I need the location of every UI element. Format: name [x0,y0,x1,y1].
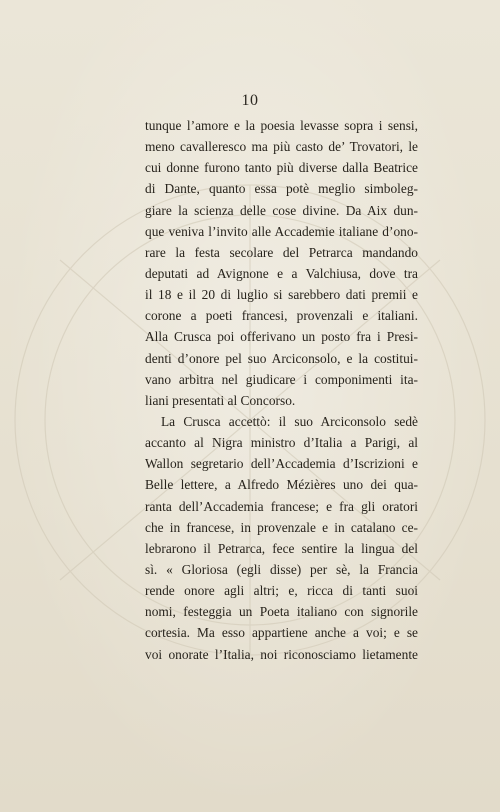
paragraph-first-line: La Crusca accettò: il suo Arciconsolo sedè [161,413,418,429]
text-line: il 18 e il 20 di luglio si sarebbero dati premii e [145,287,418,303]
text-line: corone a poeti francesi, provenzali e italiani. [145,308,418,324]
text-line: di Dante, quanto essa potè meglio simboleg- [145,181,418,197]
text-line: lebrarono il Petrarca, fece sentire la lingua del [145,540,418,556]
text-line: voi onorate l’Italia, noi riconosciamo lietamente [145,646,418,662]
text-line: accanto al Nigra ministro d’Italia a Parigi, al [145,435,418,451]
text-line: meno cavalleresco ma più casto de’ Trovatori, le [145,139,418,155]
text-line: Alla Crusca poi offerivano un posto fra i Presi- [145,329,418,345]
text-line: giare la scienza delle cose divine. Da Aix dun- [145,202,418,218]
text-line: cui donne furono tanto più diverse dalla Beatrice [145,160,418,176]
text-line: Wallon segretario dell’Accademia d’Iscrizioni e [145,456,418,472]
text-line: rende onore agli altri; e, ricca di tanti suoi [145,583,418,599]
text-line: vano arbitra nel giudicare i componimenti ita- [145,371,418,387]
text-line: ranta dell’Accademia francese; e fra gli oratori [145,498,418,514]
text-line: rare la festa secolare del Petrarca mandando [145,244,418,260]
text-line: Belle lettere, a Alfredo Mézières uno dei qua- [145,477,418,493]
body-text [145,115,418,665]
text-line: que veniva l’invito alle Accademie italiane d’ono- [145,223,418,239]
text-line: sì. « Gloriosa (egli disse) per sè, la Francia [145,561,418,577]
text-line: cortesia. Ma esso appartiene anche a voi; e se [145,625,418,641]
text-line: liani presentati al Concorso. [145,392,296,408]
page-number: 10 [241,92,259,109]
text-line: tunque l’amore e la poesia levasse sopra i sensi, [145,118,418,133]
text-line: nomi, festeggia un Poeta italiano con signorile [145,604,418,620]
text-line: deputati ad Avignone e a Valchiusa, dove tra [145,265,418,281]
text-line: che in francese, in provenzale e in catalano ce- [145,519,418,535]
text-line: denti d’onore pel suo Arciconsolo, e la costitui- [145,350,418,366]
